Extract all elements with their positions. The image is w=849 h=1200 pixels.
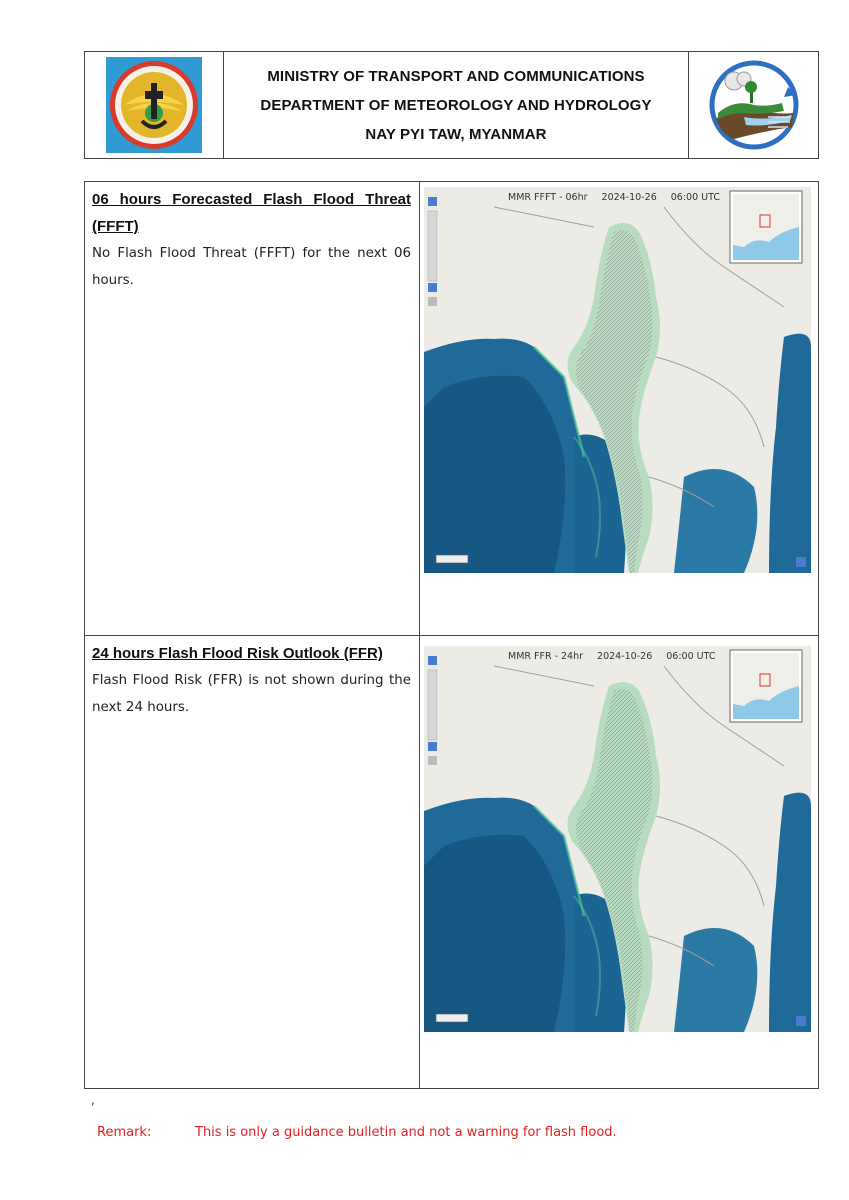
- ffft-map: [424, 187, 811, 573]
- section-ffft-title: 06 hours Forecasted Flash Flood Threat (FFFT): [92, 191, 411, 235]
- remark-text: This is only a guidance bulletin and not a warning for flash flood.: [195, 1125, 617, 1140]
- header-table: [84, 51, 819, 159]
- ministry-name: MINISTRY OF TRANSPORT AND COMMUNICATIONS: [267, 67, 645, 85]
- department-name: DEPARTMENT OF METEOROLOGY AND HYDROLOGY: [260, 96, 652, 114]
- myanmar-map-graphic: [424, 646, 811, 1032]
- ffr-map-date: 2024-10-26: [597, 651, 653, 662]
- ministry-emblem-icon: [104, 55, 204, 155]
- ffft-map-time: 06:00 UTC: [670, 192, 720, 203]
- ffr-map-caption: [508, 651, 729, 662]
- ffft-map-date: 2024-10-26: [601, 192, 657, 203]
- section-ffr-description: Flash Flood Risk (FFR) is not shown during the next 24 hours.: [92, 673, 411, 715]
- section-ffft-map-cell: [420, 182, 818, 635]
- remark-label: Remark:: [97, 1125, 152, 1140]
- ffr-map-product: MMR FFR - 24hr: [508, 651, 584, 662]
- section-ffr: [85, 636, 818, 1088]
- ministry-logo-cell: [85, 52, 224, 158]
- stray-mark: ,: [91, 1093, 95, 1107]
- ffr-map: [424, 646, 811, 1032]
- section-ffr-title: 24 hours Flash Flood Risk Outlook (FFR): [92, 645, 383, 662]
- location-name: NAY PYI TAW, MYANMAR: [365, 125, 547, 143]
- dmh-logo-cell: [688, 52, 818, 158]
- ffft-map-product: MMR FFFT - 06hr: [508, 192, 588, 203]
- ffr-map-time: 06:00 UTC: [666, 651, 716, 662]
- section-ffr-map-cell: [420, 636, 818, 1088]
- section-ffr-text-cell: [85, 636, 420, 1088]
- section-ffft-text-cell: [85, 182, 420, 635]
- bulletin-table: [84, 181, 819, 1089]
- myanmar-map-graphic: [424, 187, 811, 573]
- section-ffft: [85, 182, 818, 636]
- header-title-cell: [224, 52, 688, 158]
- section-ffft-description: No Flash Flood Threat (FFFT) for the next 06 hours.: [92, 246, 411, 288]
- ffft-map-caption: [508, 192, 734, 203]
- dmh-emblem-icon: [704, 57, 804, 153]
- remark: [97, 1125, 617, 1140]
